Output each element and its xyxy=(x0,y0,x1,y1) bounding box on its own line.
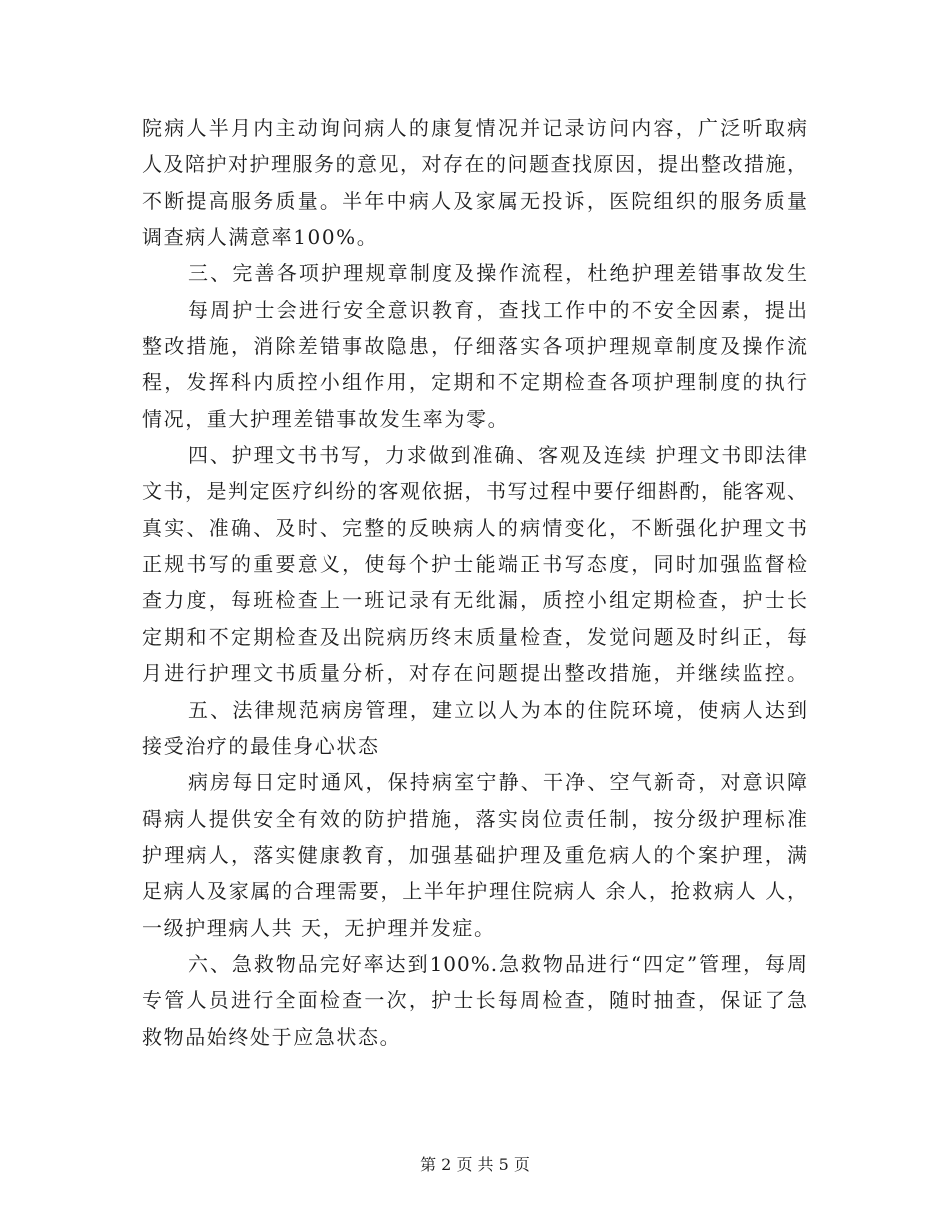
text-line: 不断提高服务质量。半年中病人及家属无投诉，医院组织的服务质量 xyxy=(142,188,808,213)
text-line: 病房每日定时通风，保持病室宁静、干净、空气新奇，对意识障 xyxy=(188,770,808,795)
section-heading: 三、完善各项护理规章制度及操作流程，杜绝护理差错事故发生 xyxy=(188,261,808,286)
text-line: 人及陪护对护理服务的意见，对存在的问题查找原因，提出整改措施， xyxy=(142,152,808,177)
section-heading: 五、法律规范病房管理，建立以人为本的住院环境，使病人达到 xyxy=(188,697,808,722)
text-line: 足病人及家属的合理需要，上半年护理住院病人 余人，抢救病人 人， xyxy=(142,879,808,904)
text-line: 救物品始终处于应急状态。 xyxy=(142,1024,402,1049)
text-line: 接受治疗的最佳身心状态 xyxy=(142,733,380,758)
text-line: 每周护士会进行安全意识教育，查找工作中的不安全因素，提出 xyxy=(188,297,808,322)
text-line: 情况，重大护理差错事故发生率为零。 xyxy=(142,406,510,431)
text-line: 院病人半月内主动询问病人的康复情况并记录访问内容，广泛听取病 xyxy=(142,116,808,140)
text-line: 查力度，每班检查上一班记录有无纰漏，质控小组定期检查，护士长 xyxy=(142,588,808,613)
page-number-footer: 第 2 页 共 5 页 xyxy=(420,1155,530,1174)
text-line: 调查病人满意率100%。 xyxy=(142,225,379,250)
text-line: 碍病人提供安全有效的防护措施，落实岗位责任制，按分级护理标准 xyxy=(142,806,808,831)
text-line: 一级护理病人共 天，无护理并发症。 xyxy=(142,915,496,940)
text-line: 真实、准确、及时、完整的反映病人的病情变化，不断强化护理文书 xyxy=(142,515,808,540)
section-heading: 六、急救物品完好率达到100%.急救物品进行“四定”管理，每周 xyxy=(188,951,808,976)
text-line: 专管人员进行全面检查一次，护士长每周检查，随时抽查，保证了急 xyxy=(142,988,808,1013)
text-line: 程，发挥科内质控小组作用，定期和不定期检查各项护理制度的执行 xyxy=(142,370,808,395)
text-line: 文书，是判定医疗纠纷的客观依据，书写过程中要仔细斟酌，能客观、 xyxy=(142,479,808,504)
document-body xyxy=(142,110,808,1055)
text-line: 月进行护理文书质量分析，对存在问题提出整改措施，并继续监控。 xyxy=(142,661,808,686)
text-line: 正规书写的重要意义，使每个护士能端正书写态度，同时加强监督检 xyxy=(142,552,808,577)
text-line: 定期和不定期检查及出院病历终末质量检查，发觉问题及时纠正，每 xyxy=(142,624,808,649)
text-line: 整改措施，消除差错事故隐患，仔细落实各项护理规章制度及操作流 xyxy=(142,334,808,359)
text-line: 护理病人，落实健康教育，加强基础护理及重危病人的个案护理，满 xyxy=(142,842,808,867)
section-heading: 四、护理文书书写，力求做到准确、客观及连续 护理文书即法律 xyxy=(188,443,808,468)
